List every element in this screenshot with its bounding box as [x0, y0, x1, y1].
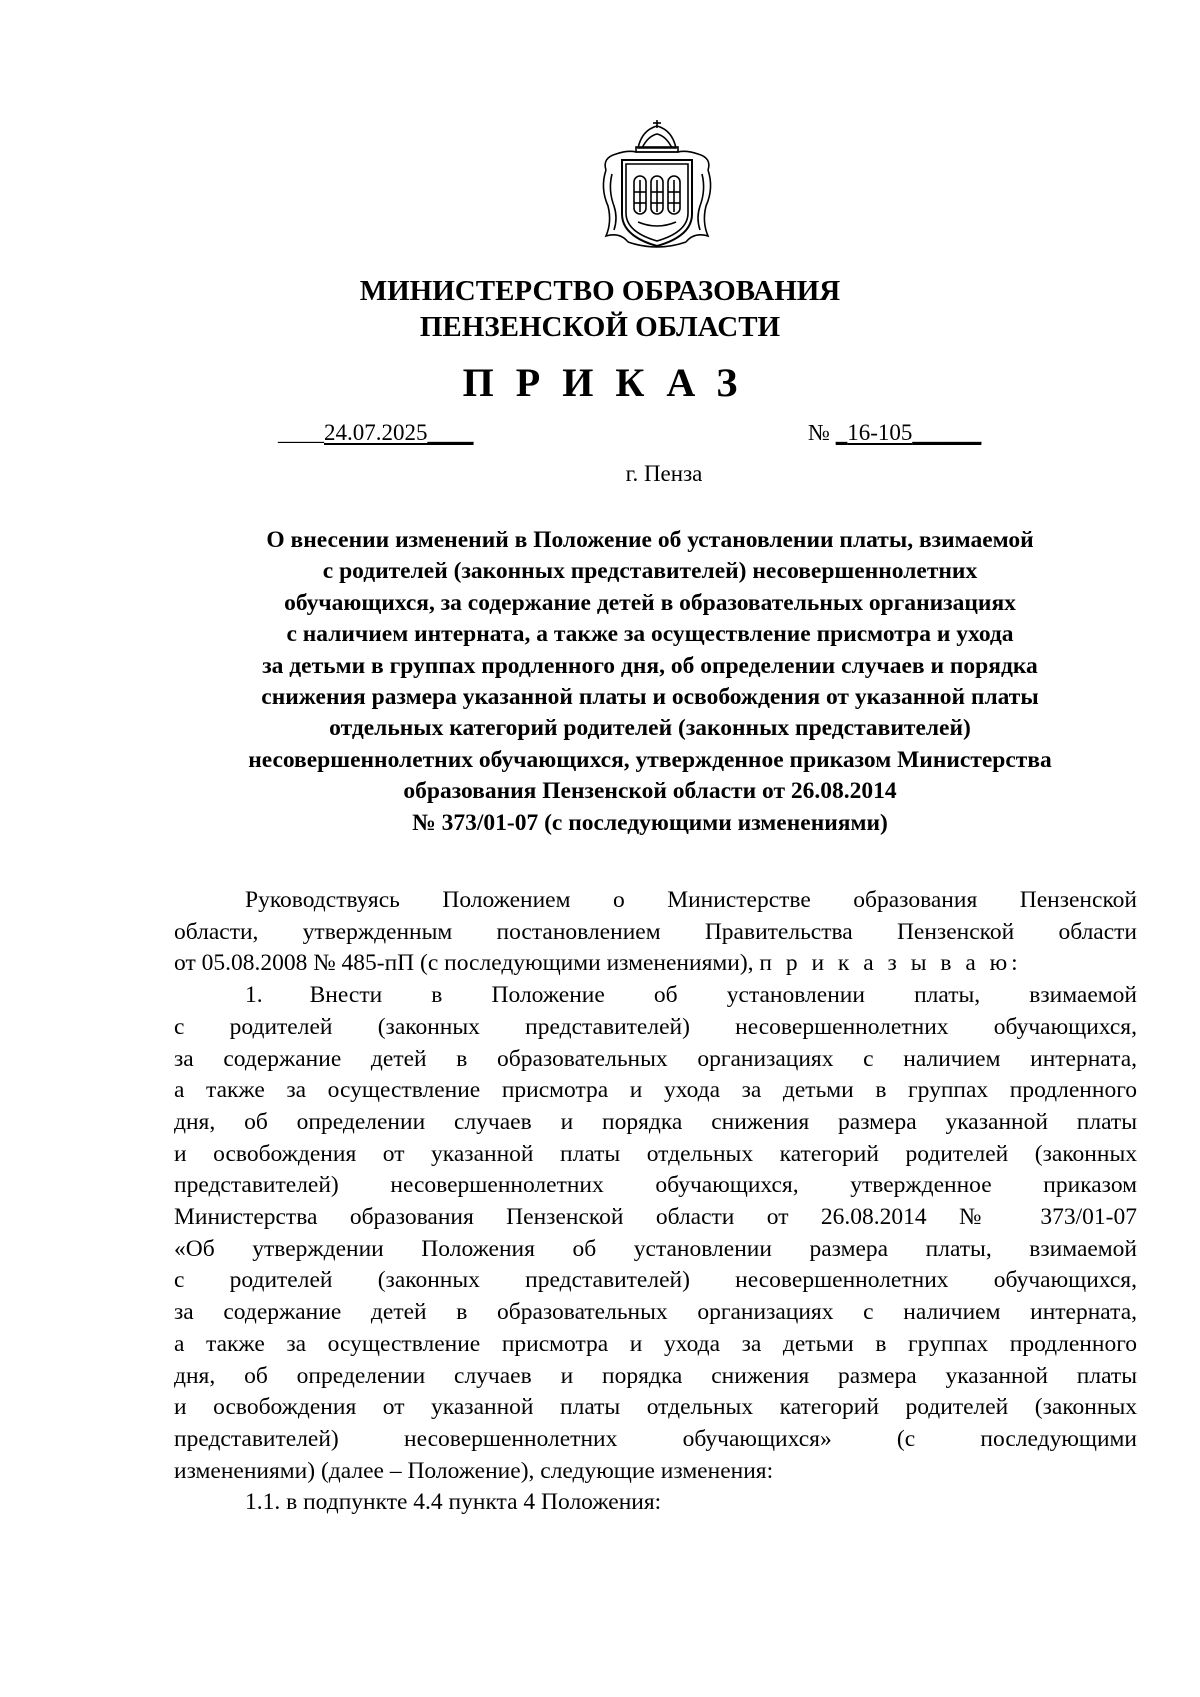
item1-line: за содержание детей в образовательных организациях с наличием интерната,	[174, 1045, 1137, 1072]
document-type-heading: ПРИКАЗ	[462, 360, 760, 405]
item1-line: Внести в Положение об установлении платы, взимаемой	[309, 982, 1137, 1009]
document-date	[278, 418, 474, 448]
date-value: 24.07.2025	[324, 420, 428, 445]
organization-name-line1: МИНИСТЕРСТВО ОБРАЗОВАНИЯ	[359, 275, 841, 307]
date-blank-prefix: ____	[278, 420, 324, 445]
item1-line: «Об утверждении Положения об установлении размера платы, взимаемой	[174, 1235, 1137, 1262]
item1-line: за содержание детей в образовательных организациях с наличием интерната,	[174, 1299, 1137, 1326]
preamble-line-with-order	[174, 948, 1137, 980]
item1-line: представителей) несовершеннолетних обучающихся, утвержденное приказом	[174, 1172, 1137, 1199]
number-value: 16-105	[847, 420, 913, 445]
item1-line: дня, об определении случаев и порядка снижения размера указанной платы	[174, 1362, 1137, 1389]
number-blank-suffix: ______	[912, 420, 982, 445]
preamble-line: области, утвержденным постановлением Правительства Пензенской области	[174, 918, 1137, 945]
title-line: О внесении изменений в Положение об установлении платы, взимаемой	[266, 527, 1034, 553]
number-label: №	[808, 420, 830, 445]
item1-line: и освобождения от указанной платы отдельных категорий родителей (законных	[174, 1140, 1137, 1167]
title-line: с родителей (законных представителей) несовершеннолетних	[322, 558, 978, 585]
preamble-line: от 05.08.2008 № 485-пП (с последующими изменениями),	[174, 950, 754, 977]
item1-line: изменениями) (далее – Положение), следующие изменения:	[174, 1457, 774, 1484]
item1-number: 1.	[245, 982, 263, 1009]
document-title	[160, 525, 1140, 839]
subitem-1-1: 1.1. в подпункте 4.4 пункта 4 Положения:	[245, 1489, 662, 1516]
item1-line: и освобождения от указанной платы отдельных категорий родителей (законных	[174, 1394, 1137, 1421]
title-line: образования Пензенской области от 26.08.2014	[403, 778, 897, 805]
item1-line: с родителей (законных представителей) несовершеннолетних обучающихся,	[174, 1013, 1137, 1040]
title-line: № 373/01-07 (с последующими изменениями)	[412, 809, 888, 836]
item1-line: с родителей (законных представителей) несовершеннолетних обучающихся,	[174, 1267, 1137, 1294]
item1-line: Министерства образования Пензенской области от 26.08.2014 № 373/01-07	[174, 1204, 1137, 1231]
item1-line: дня, об определении случаев и порядка снижения размера указанной платы	[174, 1108, 1137, 1135]
title-line: за детьми в группах продленного дня, об определении случаев и порядка	[262, 652, 1038, 679]
item1-line: а также за осуществление присмотра и ухода за детьми в группах продленного	[174, 1330, 1137, 1357]
preamble-line: Руководствуясь Положением о Министерстве образования Пензенской	[245, 887, 1137, 913]
title-line: несовершеннолетних обучающихся, утвержденное приказом Министерства	[248, 746, 1052, 773]
item1-line: а также за осуществление присмотра и ухода за детьми в группах продленного	[174, 1077, 1137, 1104]
date-blank-suffix: ____	[427, 420, 474, 445]
penza-region-coat-of-arms-icon	[598, 118, 716, 252]
title-line: обучающихся, за содержание детей в образовательных организациях	[284, 589, 1016, 616]
title-line: снижения размера указанной платы и освобождения от указанной платы	[261, 684, 1039, 711]
title-line: с наличием интерната, а также за осуществление присмотра и ухода	[286, 621, 1014, 648]
document-number: № _16-105______	[808, 420, 982, 445]
order-word: п р и к а з ы в а ю:	[759, 950, 1022, 977]
title-line: отдельных категорий родителей (законных представителей)	[329, 715, 971, 742]
city: г. Пенза	[625, 461, 703, 486]
item1-line: представителей) несовершеннолетних обучающихся» (с последующими	[174, 1425, 1137, 1452]
organization-name-line2: ПЕНЗЕНСКОЙ ОБЛАСТИ	[419, 311, 781, 343]
item1-first-line	[174, 980, 1137, 1012]
document-body	[174, 885, 1137, 1519]
